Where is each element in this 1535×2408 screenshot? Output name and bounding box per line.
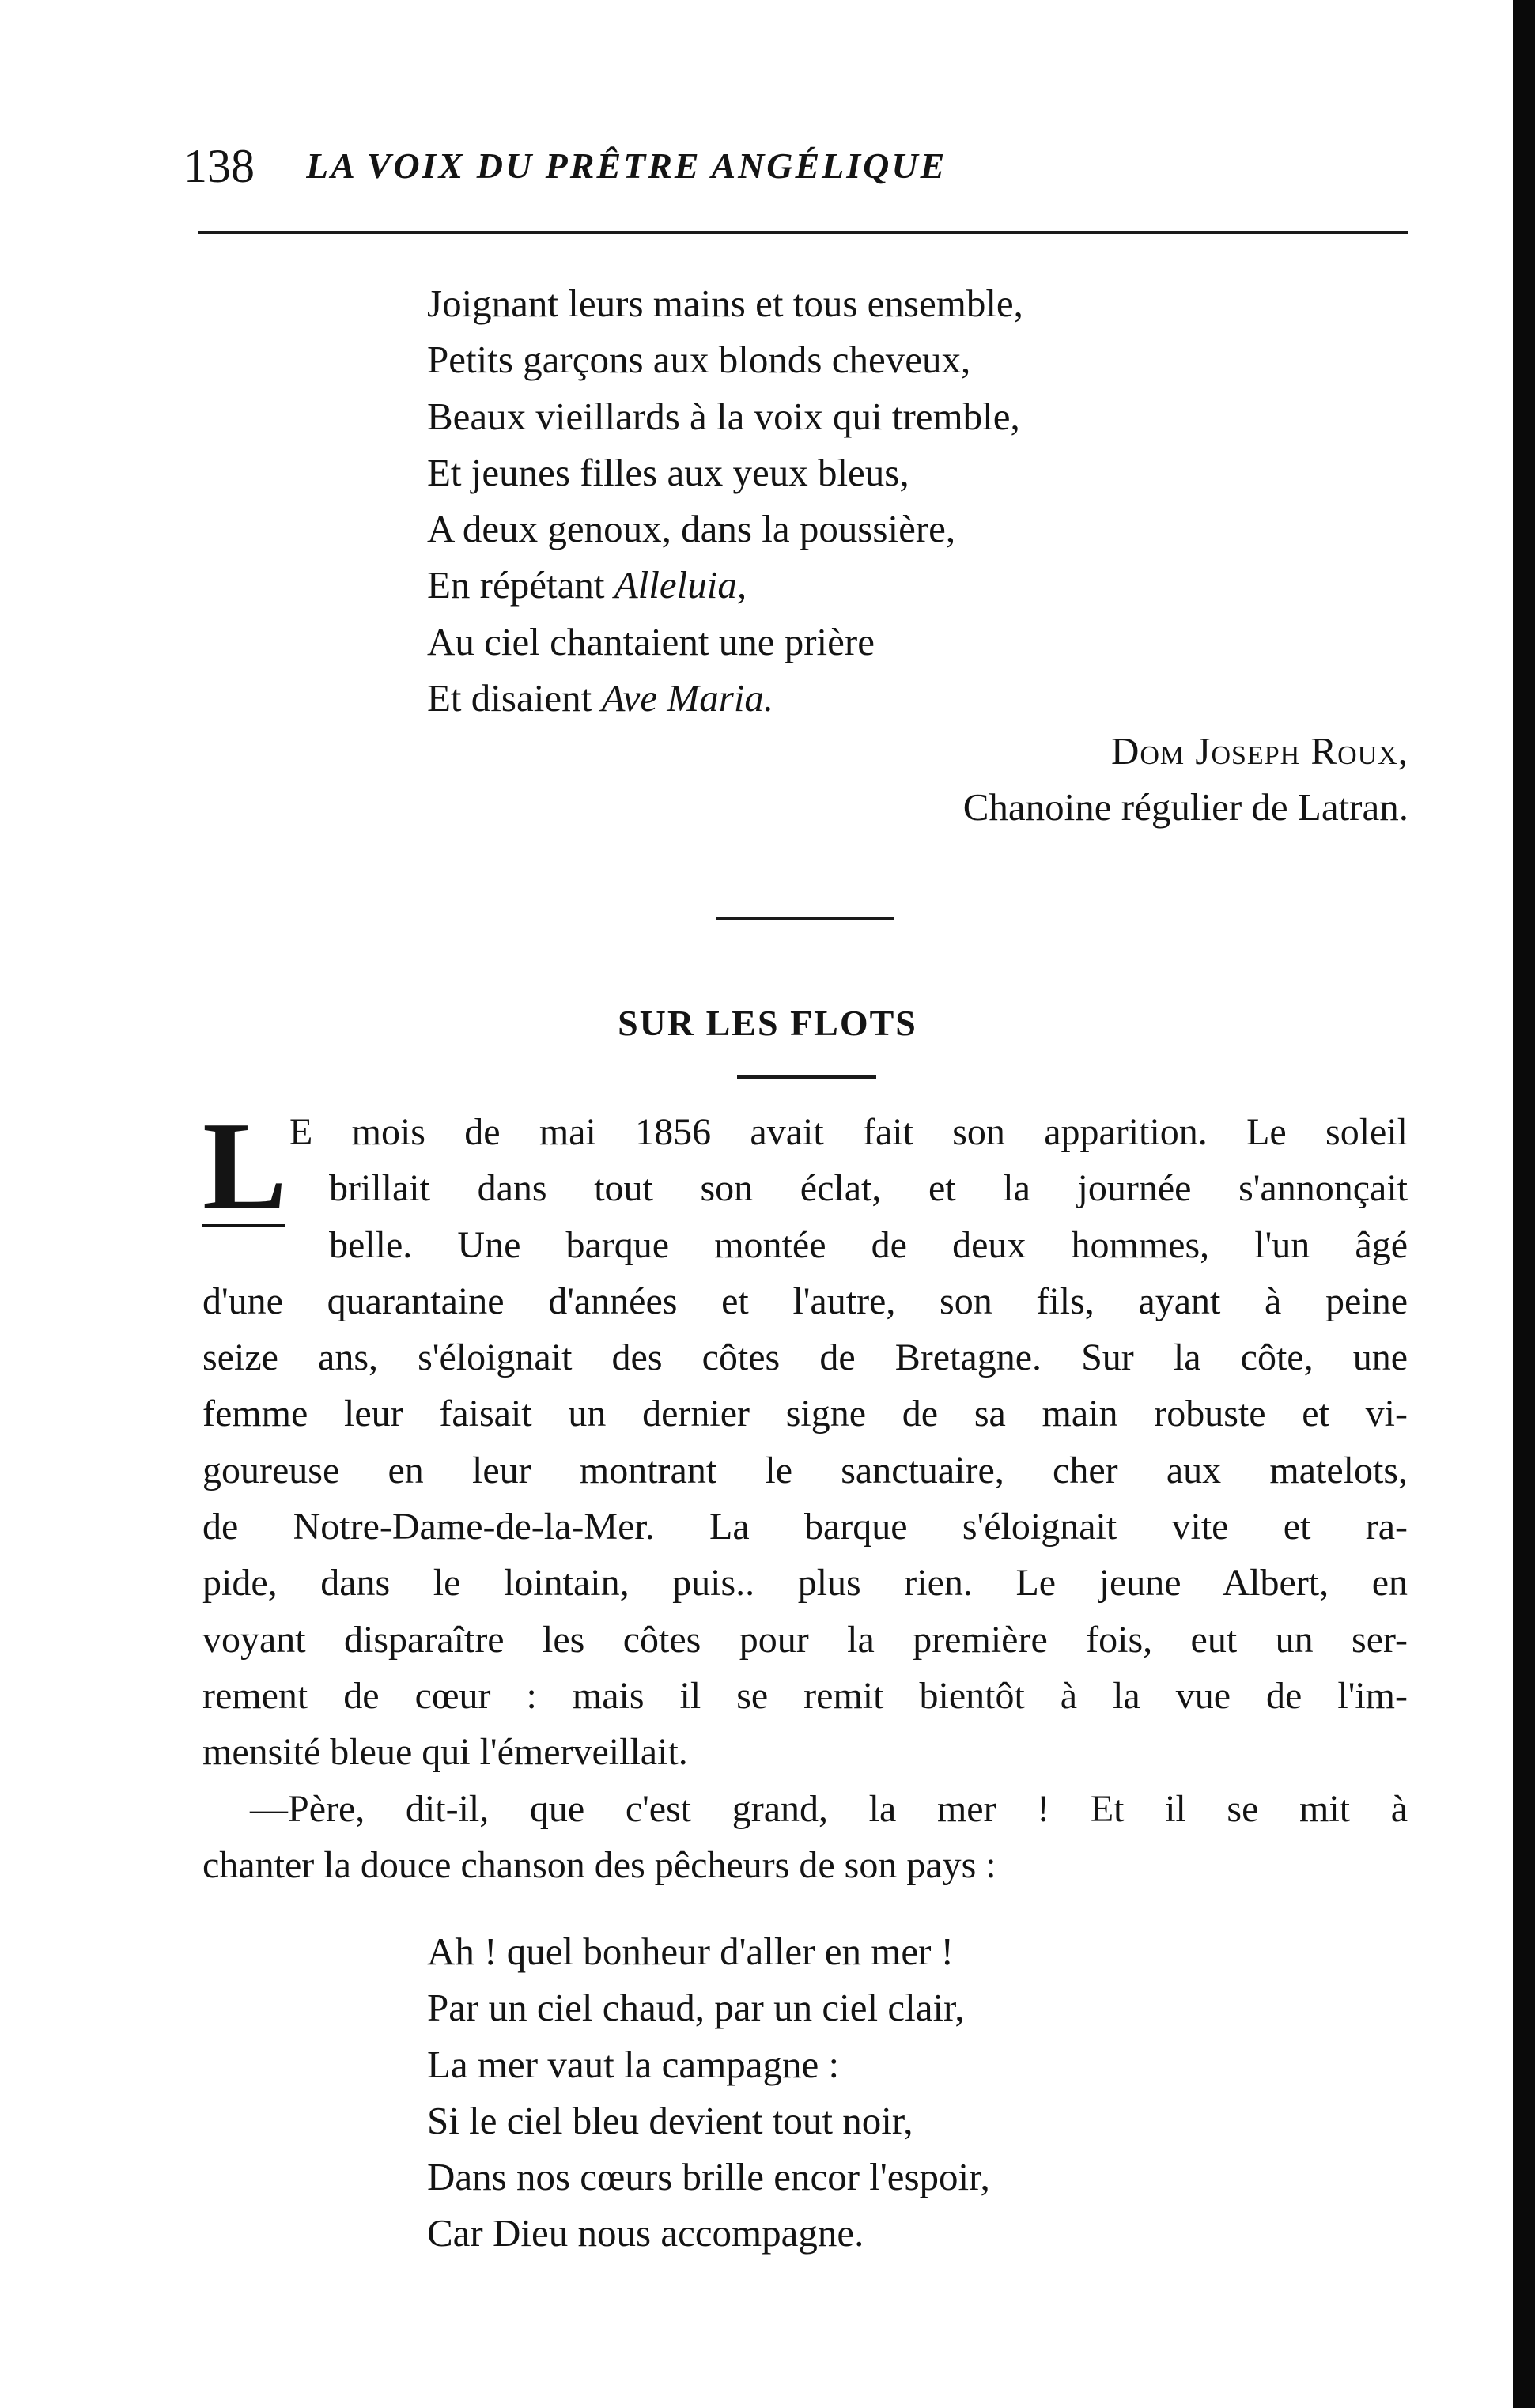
- verse-line: Joignant leurs mains et tous ensemble,: [427, 282, 1023, 325]
- verse-line: Et jeunes filles aux yeux bleus,: [427, 450, 909, 494]
- verse-text: En répétant: [427, 563, 614, 607]
- verse-line: [427, 670, 1023, 726]
- verse-stanza-2: [427, 1923, 990, 2262]
- verse-line: Petits garçons aux blonds cheveux,: [427, 338, 971, 382]
- prose-line: belle. Une barque montée de deux hommes, l'un âgé: [329, 1223, 1408, 1266]
- page-number: 138: [183, 140, 255, 192]
- signature-block: [963, 723, 1408, 835]
- prose-line: pide, dans le lointain, puis.. plus rien. Le jeune Albert, en: [202, 1562, 1408, 1605]
- prose-line: E mois de mai 1856 avait fait son apparition. Le soleil: [289, 1111, 1408, 1153]
- prose-line: —Père, dit-il, que c'est grand, la mer ! Et il se mit à: [250, 1787, 1408, 1830]
- running-head: LA VOIX DU PRÊTRE ANGÉLIQUE: [306, 146, 947, 186]
- prose-line: de Notre-Dame-de-la-Mer. La barque s'éloignait vite et ra-: [202, 1506, 1408, 1548]
- page-edge-shadow: [1513, 0, 1535, 2408]
- verse-line: La mer vaut la campagne :: [427, 2042, 840, 2086]
- prose-line: brillait dans tout son éclat, et la journée s'annonçait: [329, 1167, 1408, 1210]
- prose-line: seize ans, s'éloignait des côtes de Bretagne. Sur la côte, une: [202, 1336, 1408, 1379]
- prose-paragraph: [202, 1095, 1408, 1893]
- prose-line: goureuse en leur montrant le sanctuaire, cher aux matelots,: [202, 1449, 1408, 1491]
- verse-line: Par un ciel chaud, par un ciel clair,: [427, 1986, 965, 2030]
- verse-line: Car Dieu nous accompagne.: [427, 2211, 864, 2255]
- prose-line: rement de cœur : mais il se remit bientôt à la vue de l'im-: [202, 1674, 1408, 1717]
- verse-stanza-1: [427, 275, 1023, 726]
- verse-italic-ave-maria: Ave Maria.: [601, 676, 774, 720]
- prose-line: femme leur faisait un dernier signe de sa main robuste et vi-: [202, 1393, 1408, 1435]
- verse-text: Et disaient: [427, 676, 602, 720]
- verse-line: A deux genoux, dans la poussière,: [427, 507, 956, 551]
- verse-line: Dans nos cœurs brille encor l'espoir,: [427, 2155, 990, 2199]
- prose-line: chanter la douce chanson des pêcheurs de son pays :: [202, 1843, 996, 1886]
- page-header: [183, 134, 1409, 198]
- verse-italic-alleluia: Alleluia,: [614, 563, 747, 607]
- prose-line: d'une quarantaine d'années et l'autre, son fils, ayant à peine: [202, 1280, 1408, 1322]
- prose-line: voyant disparaître les côtes pour la première fois, eut un ser-: [202, 1618, 1408, 1661]
- verse-line: [427, 557, 1023, 613]
- verse-line: Beaux vieillards à la voix qui tremble,: [427, 394, 1020, 438]
- header-rule: [198, 231, 1408, 234]
- signature-title: Chanoine régulier de Latran.: [962, 785, 1408, 829]
- drop-cap: L: [202, 1095, 287, 1236]
- signature-name: Dom Joseph Roux,: [1110, 729, 1408, 773]
- section-divider-bottom: [737, 1075, 876, 1079]
- section-divider-top: [716, 917, 894, 920]
- verse-line: Si le ciel bleu devient tout noir,: [427, 2098, 913, 2142]
- prose-line: mensité bleue qui l'émerveillait.: [202, 1731, 688, 1774]
- verse-line: Ah ! quel bonheur d'aller en mer !: [427, 1930, 954, 1973]
- verse-line: Au ciel chantaient une prière: [427, 619, 875, 663]
- section-title: SUR LES FLOTS: [618, 1003, 917, 1043]
